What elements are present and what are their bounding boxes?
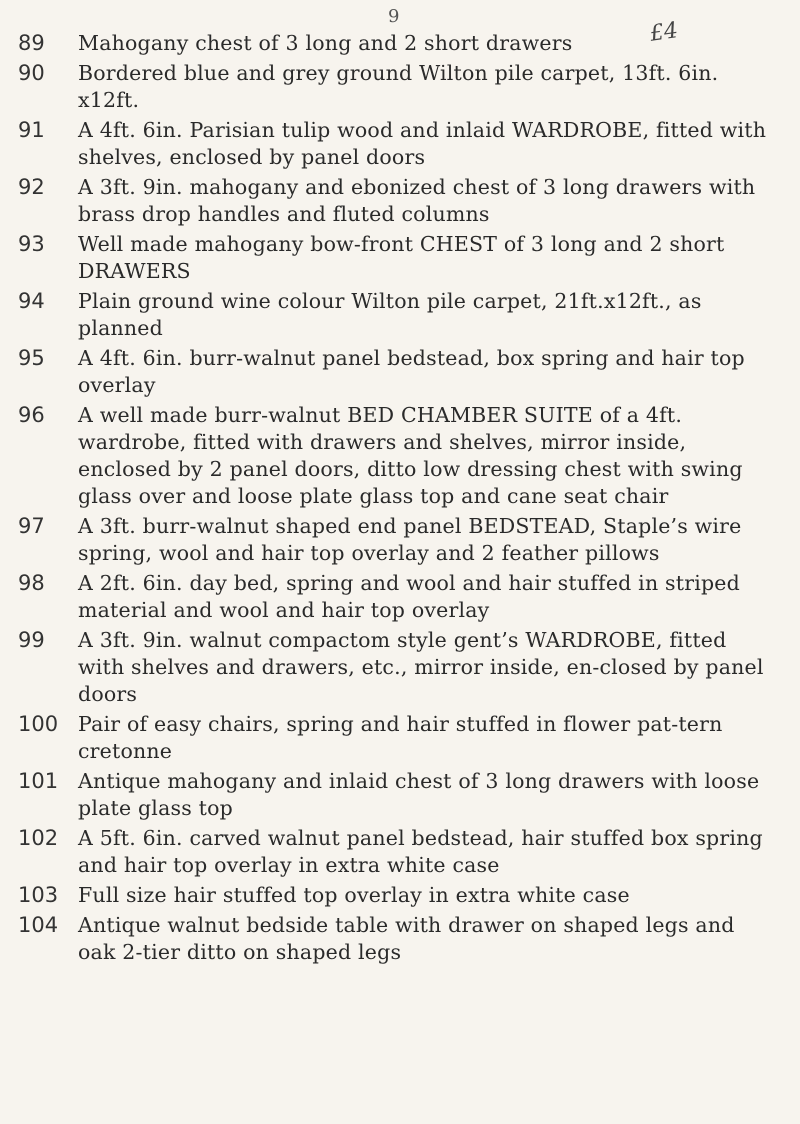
lot-description: Plain ground wine colour Wilton pile carpet, 21ft.x12ft., as planned bbox=[78, 289, 702, 340]
lot-description: A 5ft. 6in. carved walnut panel bedstead, hair stuffed box spring and hair top overlay in extra white case bbox=[78, 826, 763, 877]
lot-number: 98 bbox=[18, 571, 45, 595]
lot-item bbox=[0, 30, 800, 57]
lot-number: 104 bbox=[18, 913, 59, 937]
lot-item bbox=[0, 288, 800, 342]
lot-item bbox=[0, 345, 800, 399]
lot-description: Bordered blue and grey ground Wilton pile carpet, 13ft. 6in. x12ft. bbox=[78, 61, 719, 112]
lot-item bbox=[0, 231, 800, 285]
lot-item bbox=[0, 117, 800, 171]
lot-number: 102 bbox=[18, 826, 59, 850]
lot-number: 90 bbox=[18, 61, 45, 85]
lot-description: Antique mahogany and inlaid chest of 3 long drawers with loose plate glass top bbox=[78, 769, 760, 820]
lot-description: A 4ft. 6in. Parisian tulip wood and inlaid WARDROBE, fitted with shelves, enclosed by panel doors bbox=[78, 118, 767, 169]
lot-item bbox=[0, 711, 800, 765]
lot-number: 89 bbox=[18, 31, 45, 55]
lot-item bbox=[0, 402, 800, 510]
lot-item bbox=[0, 60, 800, 114]
lot-number: 91 bbox=[18, 118, 45, 142]
lot-number: 95 bbox=[18, 346, 45, 370]
lot-item bbox=[0, 768, 800, 822]
lot-number: 93 bbox=[18, 232, 45, 256]
lot-description: Well made mahogany bow-front CHEST of 3 long and 2 short DRAWERS bbox=[78, 232, 725, 283]
lot-number: 96 bbox=[18, 403, 45, 427]
lot-description: Antique walnut bedside table with drawer on shaped legs and oak 2-tier ditto on shaped legs bbox=[78, 913, 735, 964]
lot-number: 94 bbox=[18, 289, 45, 313]
lot-number: 92 bbox=[18, 175, 45, 199]
lot-description: A 3ft. 9in. walnut compactom style gent’s WARDROBE, fitted with shelves and drawers, etc., mirror inside, en-closed by panel doors bbox=[78, 628, 764, 706]
lot-number: 100 bbox=[18, 712, 59, 736]
lot-description: A well made burr-walnut BED CHAMBER SUITE of a 4ft. wardrobe, fitted with drawers and shelves, mirror inside, enclosed by 2 panel doors, ditto low dressing chest with swing glass over and loose plate glass top and cane seat chair bbox=[78, 403, 743, 508]
lot-description: Pair of easy chairs, spring and hair stuffed in flower pat-tern cretonne bbox=[78, 712, 723, 763]
lot-number: 99 bbox=[18, 628, 45, 652]
handwritten-annotation: £4 bbox=[648, 18, 680, 47]
lot-item bbox=[0, 912, 800, 966]
lot-number: 103 bbox=[18, 883, 59, 907]
lot-description: A 3ft. burr-walnut shaped end panel BEDSTEAD, Staple’s wire spring, wool and hair top overlay and 2 feather pillows bbox=[78, 514, 742, 565]
lot-description: Full size hair stuffed top overlay in extra white case bbox=[78, 883, 630, 907]
page-number: 9 bbox=[388, 6, 400, 27]
lot-number: 97 bbox=[18, 514, 45, 538]
lot-description: A 2ft. 6in. day bed, spring and wool and hair stuffed in striped material and wool and hair top overlay bbox=[78, 571, 740, 622]
lot-description: A 4ft. 6in. burr-walnut panel bedstead, box spring and hair top overlay bbox=[78, 346, 745, 397]
lot-item bbox=[0, 513, 800, 567]
lot-item bbox=[0, 570, 800, 624]
lot-list bbox=[0, 30, 800, 969]
lot-item bbox=[0, 825, 800, 879]
lot-item bbox=[0, 882, 800, 909]
lot-description: Mahogany chest of 3 long and 2 short drawers bbox=[78, 31, 573, 55]
lot-item bbox=[0, 174, 800, 228]
lot-description: A 3ft. 9in. mahogany and ebonized chest of 3 long drawers with brass drop handles and fluted columns bbox=[78, 175, 756, 226]
lot-number: 101 bbox=[18, 769, 59, 793]
lot-item bbox=[0, 627, 800, 708]
